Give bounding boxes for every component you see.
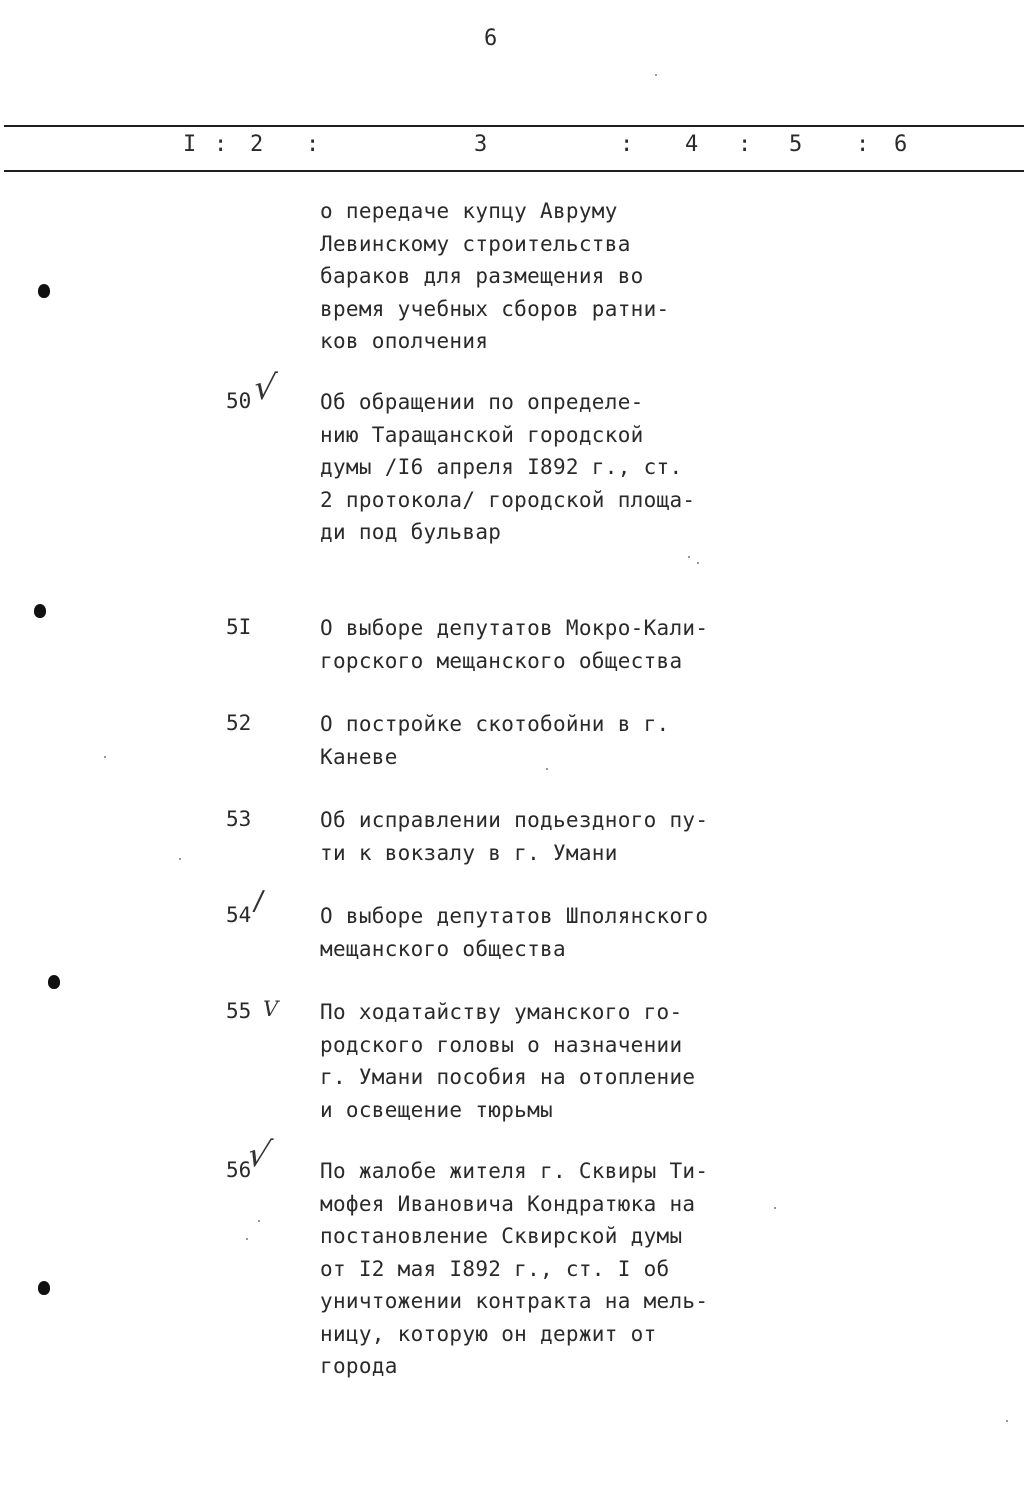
entry-text-line: 2 протокола/ городской площа-	[320, 487, 696, 512]
entry-text-line: и освещение тюрьмы	[320, 1097, 553, 1122]
entry-text-line: Каневе	[320, 744, 398, 769]
entry-text-line: По ходатайству уманского го-	[320, 1000, 683, 1024]
entry-text-50	[320, 386, 740, 549]
entry-text-53	[320, 804, 740, 869]
entry-text-line: бараков для размещения во	[320, 264, 644, 288]
scan-speck	[655, 74, 657, 76]
scan-speck	[697, 562, 699, 564]
column-separator: :	[620, 132, 634, 157]
entry-number-56: 56	[226, 1158, 252, 1182]
handwritten-check-mark-icon: √	[251, 368, 279, 408]
entry-number-53: 53	[226, 807, 252, 831]
entry-text-line: ти к вокзалу в г. Умани	[320, 840, 618, 865]
entry-text-line: Об обращении по определе-	[320, 390, 644, 414]
entry-number-54: 54	[226, 903, 252, 927]
entry-text-line: постановление Сквирской думы	[320, 1224, 683, 1248]
entry-text-line: ницу, которую он держит от	[320, 1321, 657, 1346]
column-header-2: 2	[250, 132, 264, 157]
scan-speck	[546, 768, 548, 770]
scan-speck	[258, 1220, 260, 1222]
entry-text-52	[320, 708, 740, 773]
entry-text-line: родского головы о назначении	[320, 1032, 683, 1057]
entry-text-line: ков ополчения	[320, 329, 489, 353]
entry-text-line: думы /I6 апреля I892 г., ст.	[320, 455, 683, 479]
column-header-6: 6	[894, 132, 908, 157]
entry-text-line: О выборе депутатов Шполянского	[320, 904, 709, 928]
entry-text-line: горского мещанского общества	[320, 648, 683, 673]
scan-speck	[688, 556, 690, 558]
punch-hole-mark	[38, 284, 50, 298]
punch-hole-mark	[48, 975, 60, 989]
entry-text-line: Левинскому строительства	[320, 231, 631, 256]
entry-text-line: мофея Ивановича Кондратюка на	[320, 1191, 696, 1216]
column-separator: :	[856, 132, 870, 157]
entry-text-line: города	[320, 1354, 398, 1378]
header-bottom-rule	[4, 170, 1024, 172]
column-header-3: 3	[474, 132, 488, 157]
entry-text-51	[320, 612, 740, 677]
entry-continued-text	[320, 195, 740, 358]
entry-text-line: О постройке скотобойни в г.	[320, 712, 670, 736]
entry-text-line: нию Таращанской городской	[320, 422, 644, 447]
handwritten-slash-mark-icon: /	[251, 883, 266, 918]
entry-text-line: О выборе депутатов Мокро-Кали-	[320, 616, 709, 640]
entry-text-line: Об исправлении подьездного пу-	[320, 808, 709, 832]
scan-speck	[246, 1238, 248, 1240]
entry-text-55	[320, 996, 740, 1126]
column-separator: :	[738, 132, 752, 157]
entry-number-55: 55	[226, 999, 252, 1023]
entry-text-line: мещанского общества	[320, 936, 566, 961]
column-header-5: 5	[789, 132, 803, 157]
scan-speck	[104, 756, 106, 758]
entry-text-line: г. Умани пособия на отопление	[320, 1065, 696, 1089]
scan-speck	[774, 1207, 776, 1209]
entry-text-line: уничтожении контракта на мель-	[320, 1289, 709, 1313]
column-separator: :	[306, 132, 320, 157]
entry-text-line: о передаче купцу Авруму	[320, 199, 618, 223]
entry-text-line: время учебных сборов ратни-	[320, 296, 670, 321]
entry-number-50: 50	[226, 389, 252, 413]
column-header-1: I	[183, 132, 197, 157]
entry-text-54	[320, 900, 740, 965]
handwritten-v-mark-icon: V	[263, 997, 279, 1021]
scan-speck	[1006, 1420, 1008, 1422]
entry-text-56	[320, 1155, 740, 1383]
entry-text-line: По жалобе жителя г. Сквиры Ти-	[320, 1159, 709, 1183]
scan-speck	[179, 858, 181, 860]
handwritten-check-mark-icon: √	[243, 1135, 275, 1175]
punch-hole-mark	[34, 604, 46, 618]
header-top-rule	[4, 125, 1024, 127]
entry-number-51: 5I	[226, 615, 252, 639]
column-header-4: 4	[685, 132, 699, 157]
column-separator: :	[214, 132, 228, 157]
entry-text-line: от I2 мая I892 г., ст. I об	[320, 1256, 670, 1281]
punch-hole-mark	[38, 1281, 50, 1295]
page-number: 6	[484, 26, 498, 51]
entry-number-52: 52	[226, 711, 252, 735]
entry-text-line: ди под бульвар	[320, 520, 502, 544]
